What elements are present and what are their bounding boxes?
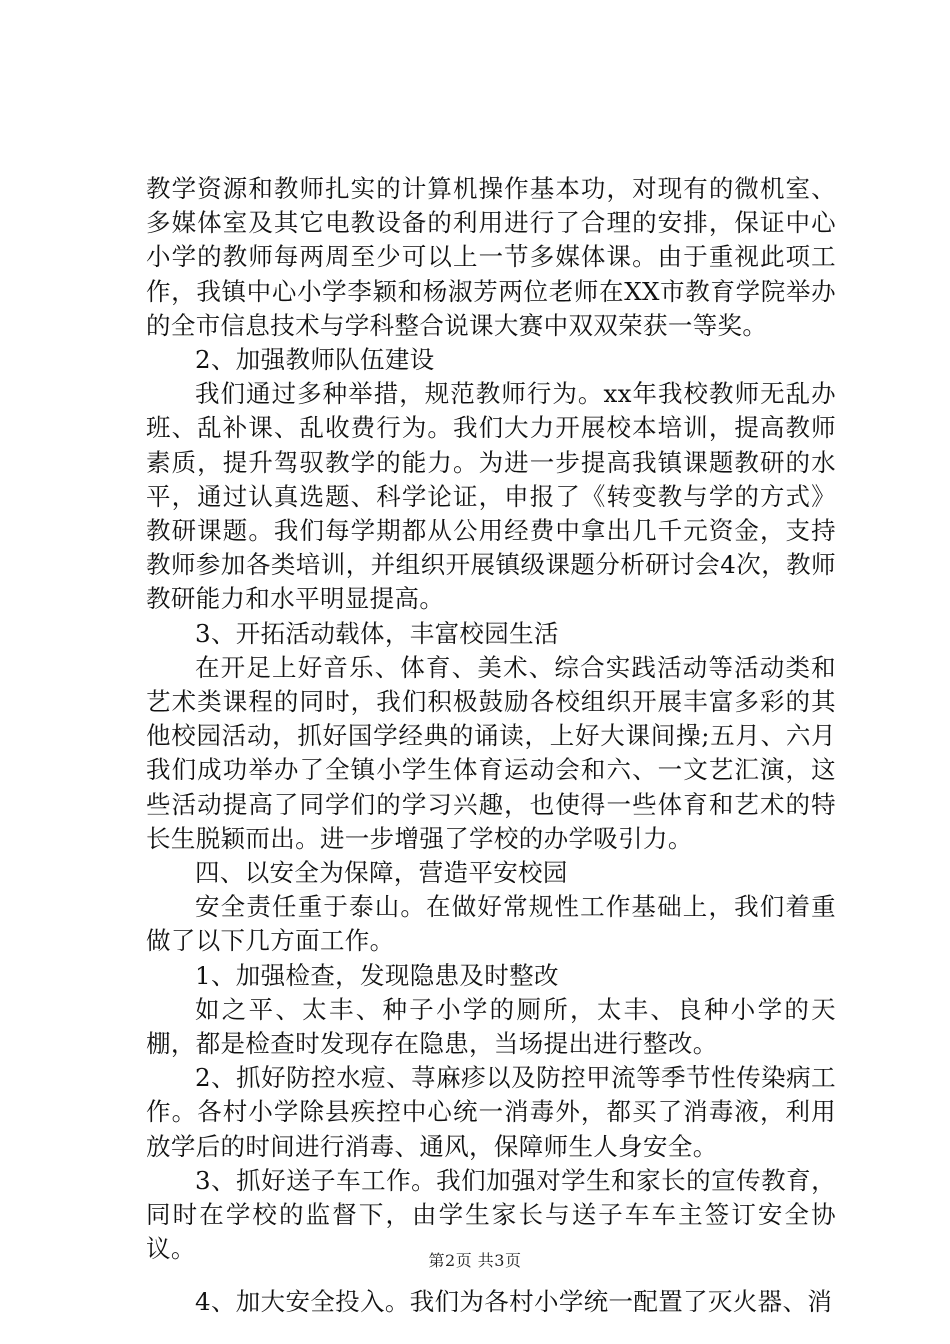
paragraph-safety-intro: 安全责任重于泰山。在做好常规性工作基础上，我们着重做了以下几方面工作。 [146,892,836,956]
paragraph-campus-life: 在开足上好音乐、体育、美术、综合实践活动等活动类和艺术类课程的同时，我们积极鼓励各校组织开展丰富多彩的其他校园活动，抓好国学经典的诵读，上好大课间操;五月、六月我们成功举办了全镇小学生体育运动会和六、一文艺汇演，这些活动提高了同学们的学习兴趣，也使得一些体育和艺术的特长生脱颖而出。进一步增强了学校的办学吸引力。 [146,652,836,853]
section-heading-campus-life: 3、开拓活动载体，丰富校园生活 [195,618,559,648]
section-heading-safety: 四、以安全为保障，营造平安校园 [195,858,568,888]
paragraph-safety-investment: 4、加大安全投入。我们为各村小学统一配置了灭火器、消 [195,1286,833,1316]
paragraph-continuation: 教学资源和教师扎实的计算机操作基本功，对现有的微机室、多媒体室及其它电教设备的利用进行了合理的安排，保证中心小学的教师每两周至少可以上一节多媒体课。由于重视此项工作，我镇中心小学李颖和杨淑芳两位老师在XX市教育学院举办的全市信息技术与学科整合说课大赛中双双荣获一等奖。 [146,174,836,340]
document-body [146,172,836,1319]
section-heading-inspection: 1、加强检查，发现隐患及时整改 [195,960,559,990]
paragraph-disease-control: 2、抓好防控水痘、荨麻疹以及防控甲流等季节性传染病工作。各村小学除县疾控中心统一消毒外，都买了消毒液，利用放学后的时间进行消毒、通风，保障师生人身安全。 [146,1063,836,1161]
section-heading-teacher-team: 2、加强教师队伍建设 [195,345,435,375]
paragraph-school-bus: 3、抓好送子车工作。我们加强对学生和家长的宣传教育，同时在学校的监督下，由学生家长与送子车车主签订安全协议。 [146,1165,836,1264]
paragraph-inspection: 如之平、太丰、种子小学的厕所，太丰、良种小学的天棚，都是检查时发现存在隐患，当场提出进行整改。 [146,994,836,1059]
paragraph-teacher-team: 我们通过多种举措，规范教师行为。xx年我校教师无乱办班、乱补课、乱收费行为。我们大力开展校本培训，提高教师素质，提升驾驭教学的能力。为进一步提高我镇课题教研的水平，通过认真选题、科学论证，申报了《转变教与学的方式》教研课题。我们每学期都从公用经费中拿出几千元资金，支持教师参加各类培训，并组织开展镇级课题分析研讨会4次，教师教研能力和水平明显提高。 [146,379,836,614]
page-number-footer: 第2页 共3页 [428,1251,522,1270]
